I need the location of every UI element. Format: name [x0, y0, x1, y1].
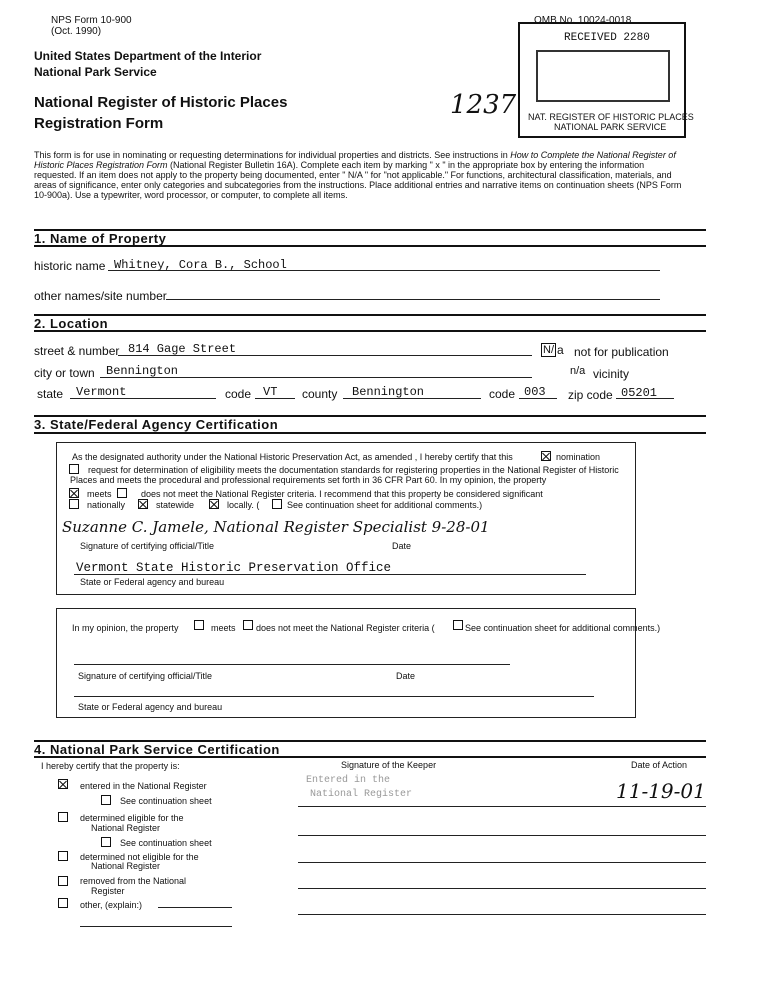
does-not-meet-checkbox[interactable]	[117, 488, 127, 498]
section2-heading: 2. Location	[34, 316, 109, 331]
removed-label-1: removed from the National	[80, 876, 187, 886]
historic-name-value[interactable]: Whitney, Cora B., School	[114, 258, 287, 272]
eligible-continuation-label: See continuation sheet	[120, 838, 212, 848]
agency-line	[74, 574, 586, 575]
city-value[interactable]: Bennington	[106, 364, 179, 378]
not-for-publication-a: a	[557, 343, 564, 357]
statewide-label: statewide	[156, 500, 195, 510]
other-explain-line-2[interactable]	[80, 926, 232, 927]
historic-name-label: historic name	[34, 259, 106, 273]
signature-date-label: Date	[392, 541, 412, 551]
stamp-agency-line2: NATIONAL PARK SERVICE	[554, 122, 667, 132]
zip-label: zip code	[568, 388, 613, 402]
opinion-agency-line[interactable]	[74, 696, 594, 697]
certification-text-1: As the designated authority under the National Historic Preservation Act, as amended , I hereby certify that this	[72, 452, 513, 462]
not-eligible-label-1: determined not eligible for the	[80, 852, 199, 862]
entered-continuation-label: See continuation sheet	[120, 796, 212, 806]
county-value[interactable]: Bennington	[352, 385, 425, 399]
vicinity-checkbox[interactable]: n/a	[570, 365, 586, 377]
keeper-label: Signature of the Keeper	[341, 760, 437, 770]
entered-continuation-checkbox[interactable]	[101, 795, 111, 805]
other-label: other, (explain:)	[80, 900, 143, 910]
other-names-label: other names/site number	[34, 289, 167, 303]
received-stamp	[518, 22, 694, 138]
opinion-meets-checkbox[interactable]	[194, 620, 204, 630]
removed-label-2: Register	[91, 886, 125, 896]
agency-label: State or Federal agency and bureau	[80, 577, 225, 587]
locally-checkbox[interactable]	[209, 499, 219, 509]
state-code-label: code	[225, 387, 252, 401]
nationally-label: nationally	[87, 500, 126, 510]
continuation-checkbox[interactable]	[272, 499, 282, 509]
opinion-meets-label: meets	[211, 623, 236, 633]
opinion-date-label: Date	[396, 671, 416, 681]
opinion-signature-line[interactable]	[74, 664, 510, 665]
keeper-line-4[interactable]	[298, 888, 706, 889]
certify-text: I hereby certify that the property is:	[41, 761, 180, 771]
keeper-line-3[interactable]	[298, 862, 706, 863]
form-number: NPS Form 10-900	[51, 15, 132, 26]
eligible-label-1: determined eligible for the	[80, 813, 184, 823]
keeper-line-2[interactable]	[298, 835, 706, 836]
section2-bottom-rule	[34, 330, 706, 332]
removed-checkbox[interactable]	[58, 876, 68, 886]
section2-top-rule	[34, 314, 706, 316]
not-for-publication-checkbox[interactable]: N/	[543, 344, 554, 356]
opinion-agency-label: State or Federal agency and bureau	[78, 702, 223, 712]
keeper-line-5[interactable]	[298, 914, 706, 915]
eligible-label-2: National Register	[91, 823, 161, 833]
section3-heading: 3. State/Federal Agency Certification	[34, 417, 279, 432]
county-code-value[interactable]: 003	[524, 385, 546, 399]
zip-value[interactable]: 05201	[621, 386, 658, 400]
section4-heading: 4. National Park Service Certification	[34, 742, 280, 757]
opinion-continuation-checkbox[interactable]	[453, 620, 463, 630]
keeper-stamp-line1: Entered in the	[306, 775, 391, 786]
entered-checkbox[interactable]	[58, 779, 68, 789]
county-code-label: code	[489, 387, 516, 401]
instructions-paragraph	[34, 150, 686, 200]
certification-text-2: request for determination of eligibility meets the documentation standards for registering properties in the National Register of Historic Places and meets the procedural and professional requirements set forth in 36 CFR Part 60. In my opinion, the property	[70, 465, 619, 485]
opinion-continuation-label: See continuation sheet for additional comments.)	[465, 623, 661, 633]
other-names-field[interactable]	[166, 299, 660, 300]
entered-label: entered in the National Register	[80, 781, 207, 791]
meets-checkbox[interactable]	[69, 488, 79, 498]
certifying-signature: Suzanne C. Jamele, National Register Specialist 9-28-01	[62, 518, 490, 536]
not-eligible-checkbox[interactable]	[58, 851, 68, 861]
form-date: (Oct. 1990)	[51, 26, 102, 37]
stamp-inner-box	[536, 50, 670, 102]
does-not-meet-label: does not meet the National Register criteria. I recommend that this property be considered significant	[141, 489, 543, 499]
keeper-line-1[interactable]	[298, 806, 706, 807]
section4-bottom-rule	[34, 756, 706, 758]
nationally-checkbox[interactable]	[69, 499, 79, 509]
state-value[interactable]: Vermont	[76, 385, 127, 399]
section1-bottom-rule	[34, 245, 706, 247]
statewide-checkbox[interactable]	[138, 499, 148, 509]
stamp-agency-line1: NAT. REGISTER OF HISTORIC PLACES	[528, 112, 694, 122]
nomination-checkbox[interactable]	[541, 451, 551, 461]
not-for-publication-label: not for publication	[574, 345, 669, 359]
street-value[interactable]: 814 Gage Street	[128, 342, 237, 356]
city-label: city or town	[34, 366, 95, 380]
section1-heading: 1. Name of Property	[34, 231, 167, 246]
opinion-text: In my opinion, the property	[72, 623, 179, 633]
date-of-action-label: Date of Action	[631, 760, 688, 770]
not-eligible-label-2: National Register	[91, 861, 161, 871]
service-name: National Park Service	[34, 65, 157, 79]
opinion-signature-label: Signature of certifying official/Title	[78, 671, 213, 681]
instructions-text-1: This form is for use in nominating or requesting determinations for individual properties and districts. See instructions in	[34, 150, 511, 160]
keeper-stamp-line2: National Register	[310, 789, 413, 800]
street-label: street & number	[34, 344, 120, 358]
eligible-continuation-checkbox[interactable]	[101, 837, 111, 847]
form-subtitle: Registration Form	[34, 115, 164, 132]
instructions-text-2: (National Register Bulletin 16A). Complete each item by marking " x " in the appropriate box by entering the information requested. If an item does not apply to the property being documented, enter " N/A " for "not applicable." For functions, architectural classification, materials, and areas of significance, enter only categories and subcategories from the instructions. Place additional entries and narrative items on continuation sheets (NPS Form 10-900a). Use a typewriter, word processor, or computer, to complete all items.	[34, 160, 682, 200]
signature-label: Signature of certifying official/Title	[80, 541, 215, 551]
stamp-received: RECEIVED 2280	[564, 32, 650, 44]
instructions-reference: How to Complete the National Register of Historic Places Registration Form	[34, 150, 676, 170]
agency-value[interactable]: Vermont State Historic Preservation Office	[76, 561, 392, 575]
meets-label: meets	[87, 489, 112, 499]
department-name: United States Department of the Interior	[34, 49, 262, 63]
state-label: state	[37, 387, 64, 401]
continuation-label: See continuation sheet for additional comments.)	[287, 500, 483, 510]
omb-number: OMB No. 10024-0018	[534, 15, 632, 26]
county-label: county	[302, 387, 338, 401]
form-title: National Register of Historic Places	[34, 94, 288, 111]
locally-label: locally. (	[227, 500, 260, 510]
state-code-value[interactable]: VT	[263, 385, 278, 399]
eligible-checkbox[interactable]	[58, 812, 68, 822]
date-of-action-value[interactable]: 11-19-01	[616, 779, 706, 803]
opinion-not-meet-label: does not meet the National Register criteria (	[256, 623, 435, 633]
nomination-label: nomination	[556, 452, 601, 462]
vicinity-label: vicinity	[593, 367, 630, 381]
other-checkbox[interactable]	[58, 898, 68, 908]
handwritten-number: 1237	[450, 90, 517, 120]
section3-bottom-rule	[34, 432, 706, 434]
other-explain-line[interactable]	[158, 907, 232, 908]
opinion-not-meet-checkbox[interactable]	[243, 620, 253, 630]
